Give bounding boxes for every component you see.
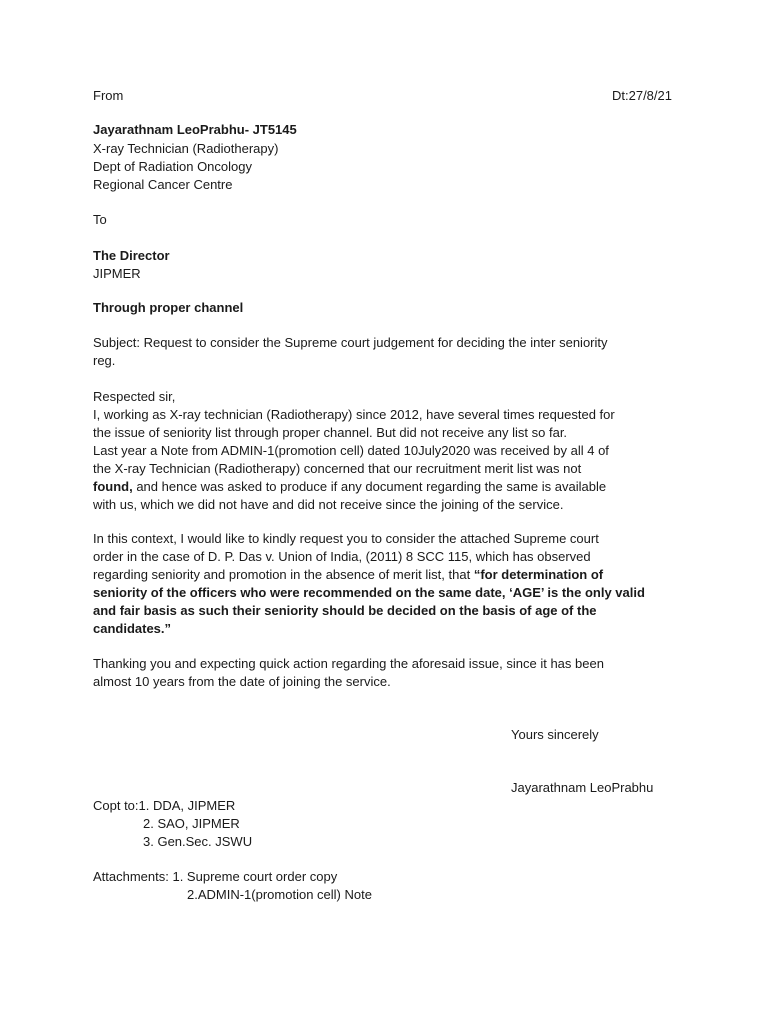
valediction: Yours sincerely <box>511 727 599 742</box>
copy-to-item-2: 2. SAO, JIPMER <box>143 816 240 831</box>
quote-line-2: and fair basis as such their seniority should be decided on the basis of age of the <box>93 603 597 618</box>
recipient-title: The Director <box>93 248 170 263</box>
quote-line-1: seniority of the officers who were recommended on the same date, ‘AGE’ is the only valid <box>93 585 645 600</box>
found-emphasis: found, <box>93 479 133 494</box>
attachments-line-2: 2.ADMIN-1(promotion cell) Note <box>187 887 372 902</box>
sender-designation: X-ray Technician (Radiotherapy) <box>93 141 279 156</box>
body-p3-line-1: Thanking you and expecting quick action regarding the aforesaid issue, since it has been <box>93 656 604 671</box>
salutation: Respected sir, <box>93 389 176 404</box>
body-p2-line-3 <box>93 566 603 584</box>
body-p1-line-4: the X-ray Technician (Radiotherapy) concerned that our recruitment merit list was not <box>93 461 582 476</box>
body-p2-line-1: In this context, I would like to kindly request you to consider the attached Supreme court <box>93 531 599 546</box>
from-label: From <box>93 88 124 103</box>
channel-line: Through proper channel <box>93 300 244 315</box>
sender-name: Jayarathnam LeoPrabhu- JT5145 <box>93 122 297 137</box>
recipient-org: JIPMER <box>93 266 141 281</box>
copy-to-line-1: Copt to:1. DDA, JIPMER <box>93 798 236 813</box>
body-p1-line-5 <box>93 478 606 496</box>
signature-name: Jayarathnam LeoPrabhu <box>511 780 654 795</box>
body-p1-line-6: with us, which we did not have and did not receive since the joining of the service. <box>93 497 564 512</box>
body-p3-line-2: almost 10 years from the date of joining the service. <box>93 674 391 689</box>
body-p2-line-3-plain: regarding seniority and promotion in the absence of merit list, that <box>93 567 474 582</box>
to-label: To <box>93 212 107 227</box>
body-p1-line-3: Last year a Note from ADMIN-1(promotion cell) dated 10July2020 was received by all 4 of <box>93 443 609 458</box>
quote-start: “for determination of <box>473 567 604 582</box>
body-p1-line-5-rest: and hence was asked to produce if any document regarding the same is available <box>132 479 607 494</box>
body-p2-line-2: order in the case of D. P. Das v. Union of India, (2011) 8 SCC 115, which has observed <box>93 549 591 564</box>
quote-line-3: candidates.” <box>93 621 172 636</box>
subject-line-2: reg. <box>93 353 116 368</box>
body-p1-line-1: I, working as X-ray technician (Radiotherapy) since 2012, have several times requested for <box>93 407 615 422</box>
letter-date: Dt:27/8/21 <box>612 88 672 103</box>
attachments-line-1: Attachments: 1. Supreme court order copy <box>93 869 338 884</box>
body-p1-line-2: the issue of seniority list through proper channel. But did not receive any list so far. <box>93 425 568 440</box>
subject-line-1: Subject: Request to consider the Supreme court judgement for deciding the inter seniority <box>93 335 608 350</box>
sender-department: Dept of Radiation Oncology <box>93 159 252 174</box>
sender-centre: Regional Cancer Centre <box>93 177 233 192</box>
copy-to-item-3: 3. Gen.Sec. JSWU <box>143 834 253 849</box>
